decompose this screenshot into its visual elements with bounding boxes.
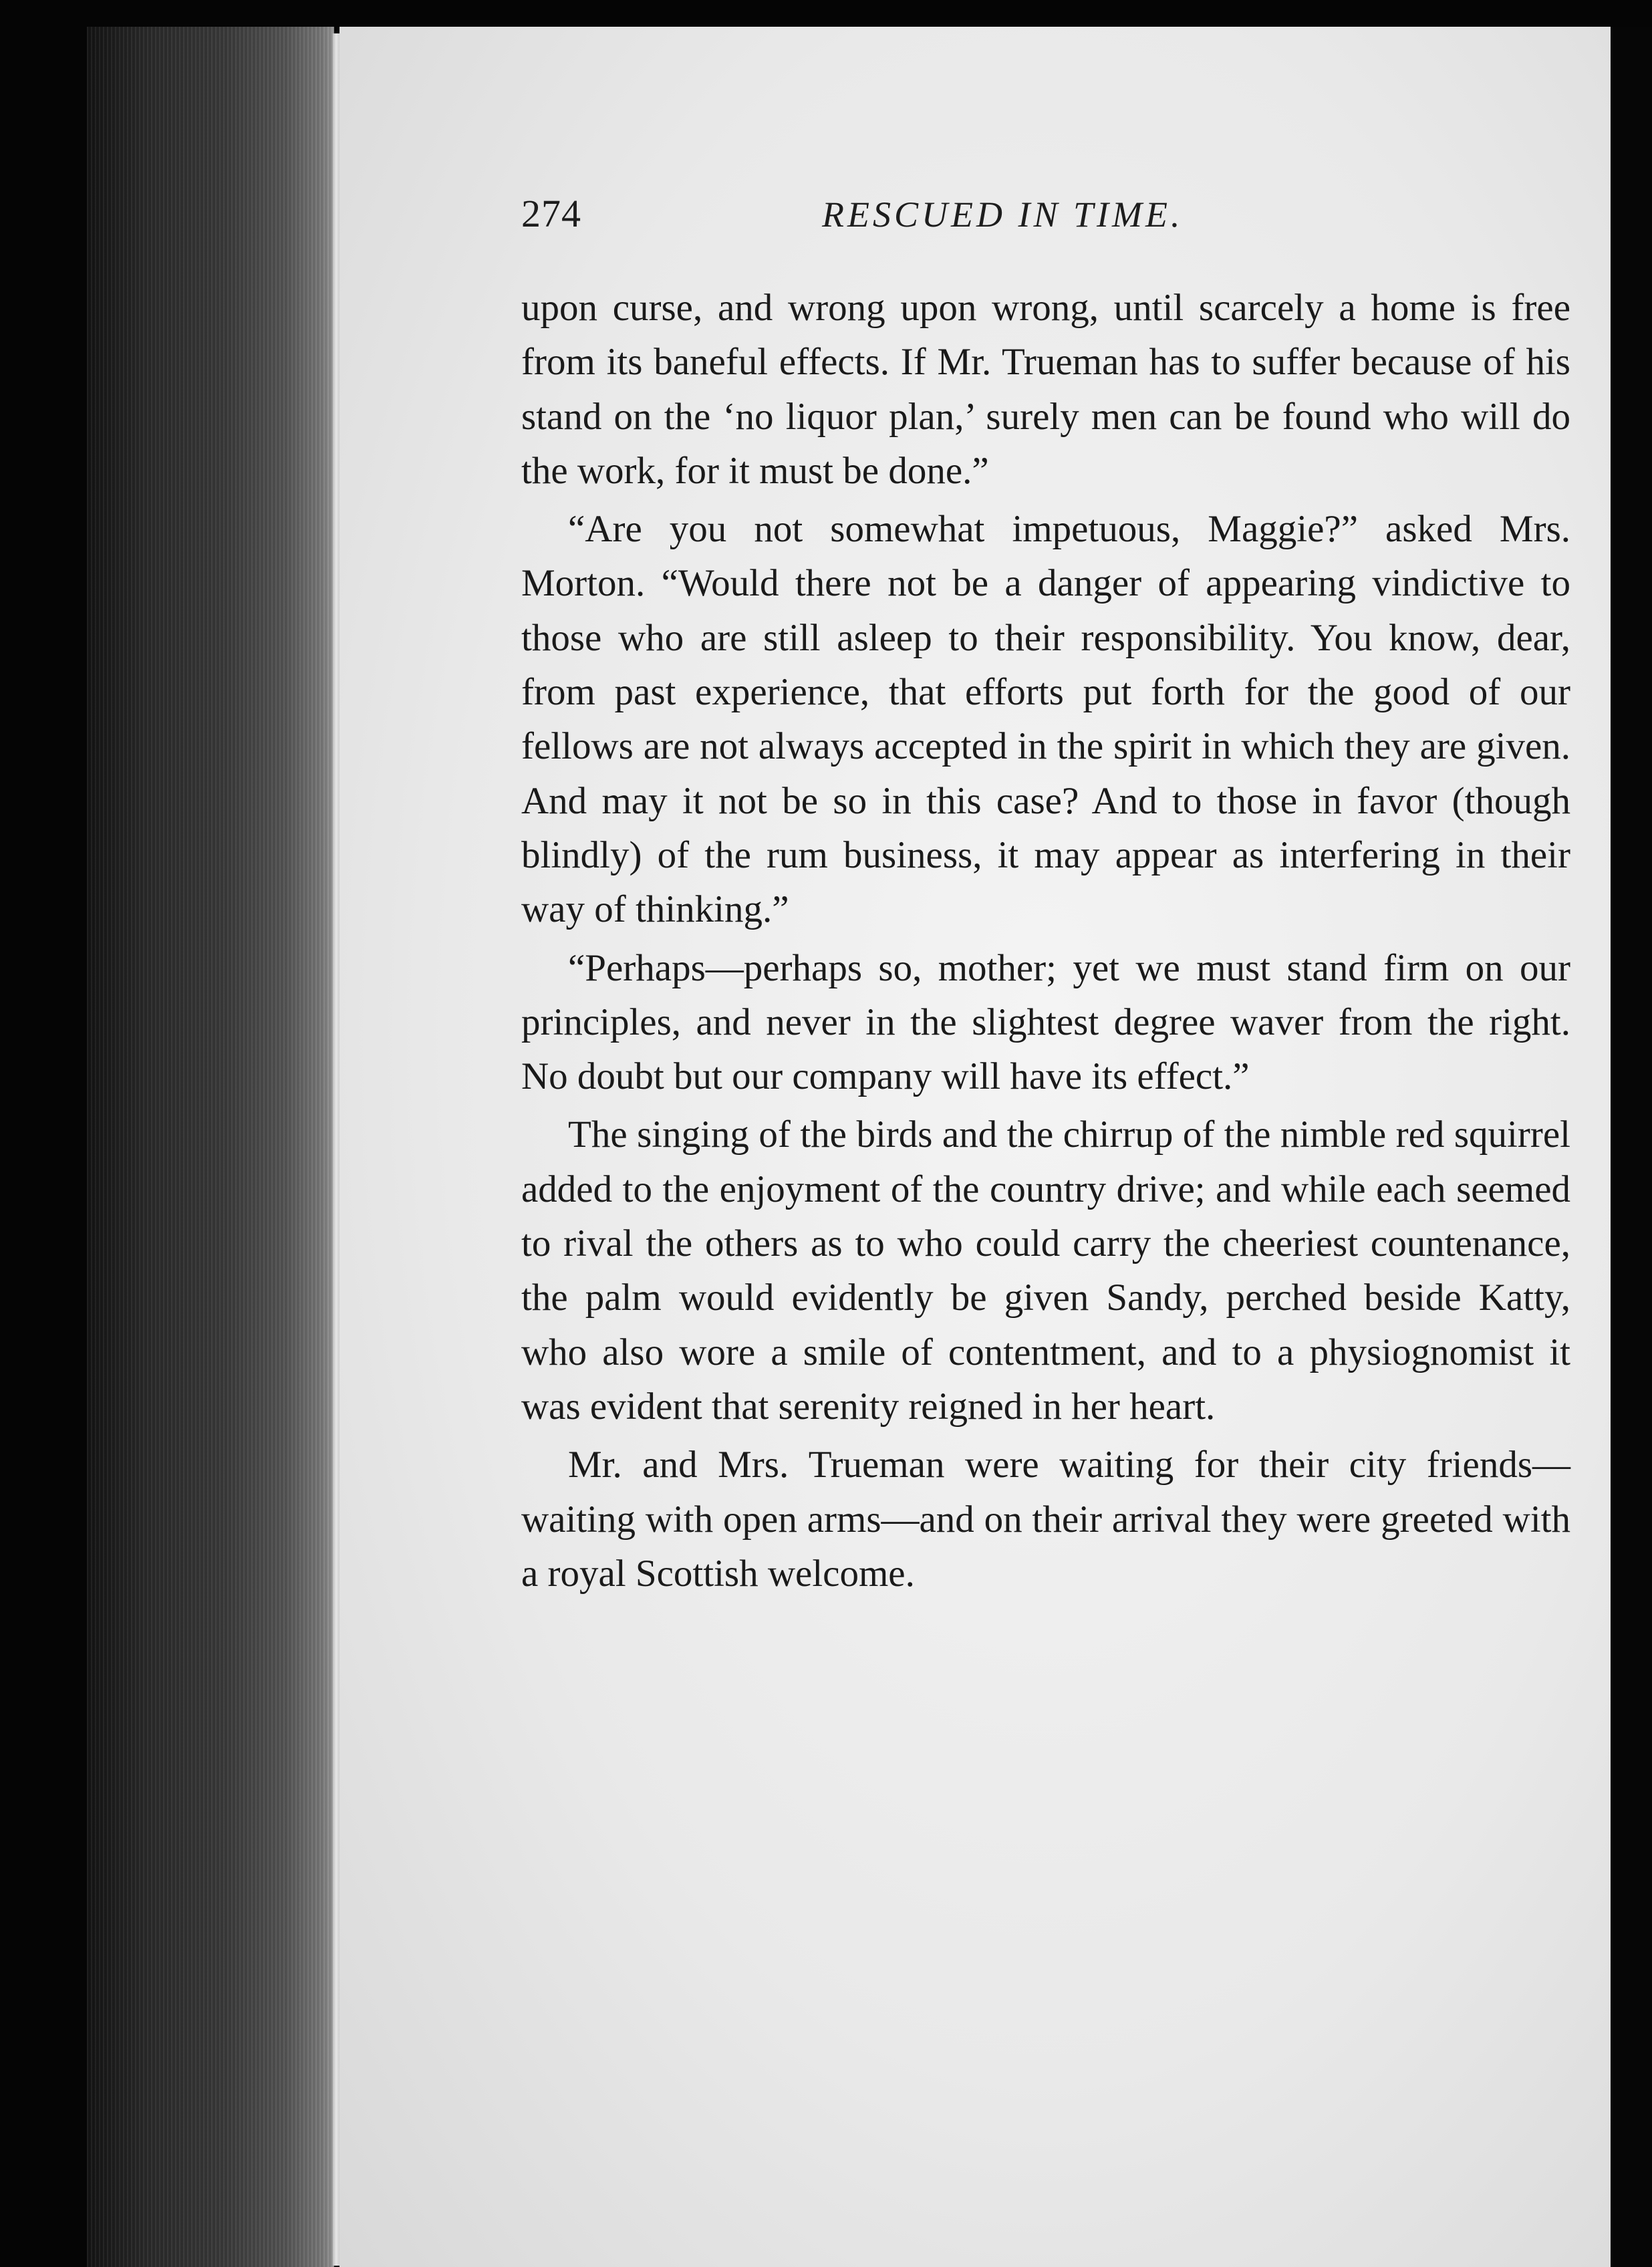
paragraph: upon curse, and wrong upon wrong, until scarcely a home is free from its baneful effects. If Mr. Trueman has to suffer because of his stand on the ‘no liquor plan,’ surely men can be found who will do the work, for it must be done.”: [521, 287, 1570, 492]
paragraph: The singing of the birds and the chirrup of the nimble red squirrel added to the enjoyment of the country drive; and while each seemed to rival the others as to who could carry the cheeriest countenance, the palm would evidently be given Sandy, perched beside Katty, who also wore a smile of contentment, and to a physiognomist it was evident that serenity reigned in her heart.: [521, 1113, 1570, 1428]
book-gutter: [333, 33, 339, 2266]
body-text: [521, 281, 1570, 1601]
paragraph: “Are you not somewhat impetuous, Maggie?” asked Mrs. Morton. “Would there not be a danger of appearing vindictive to those who are still asleep to their responsibility. You know, dear, from past experience, that efforts put forth for the good of our fellows are not always accepted in the spirit in which they are given. And may it not be so in this case? And to those in favor (though blindly) of the rum business, it may appear as interfering in their way of thinking.”: [521, 508, 1570, 931]
scan-border-right: [1611, 27, 1652, 2267]
scan-border-top: [0, 0, 1652, 29]
page-header: [521, 191, 1577, 251]
paragraph: Mr. and Mrs. Trueman were waiting for their city friends—waiting with open arms—and on their arrival they were greeted with a royal Scottish welcome.: [521, 1444, 1570, 1595]
paragraph: “Perhaps—perhaps so, mother; yet we must stand firm on our principles, and never in the slightest degree waver from the right. No doubt but our company will have its effect.”: [521, 946, 1570, 1098]
book-page-edges: [87, 27, 334, 2267]
running-head: RESCUED IN TIME.: [822, 194, 1184, 235]
page-number: 274: [521, 192, 581, 235]
